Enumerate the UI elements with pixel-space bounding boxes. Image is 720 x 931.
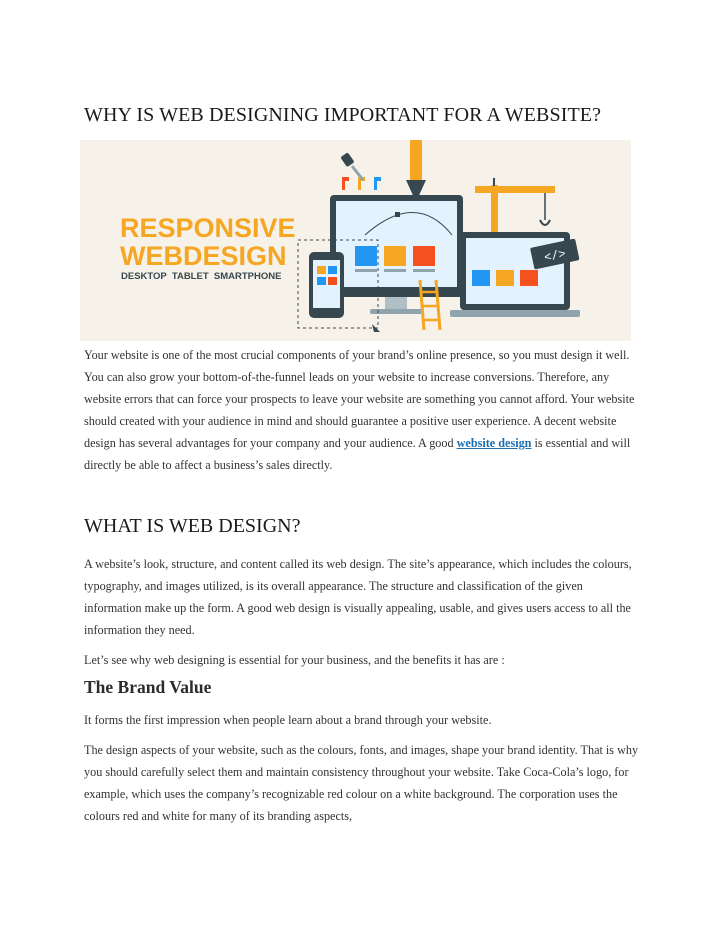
cursor-icon [372,324,380,332]
benefits-lead-in: Let’s see why web designing is essential for your business, and the benefits it has are : [84,653,505,667]
page-title: WHY IS WEB DESIGNING IMPORTANT FOR A WEBSITE? [84,104,602,126]
desktop-monitor-icon [330,195,463,314]
hero-headline-line1: RESPONSIVE [120,213,296,243]
pen-nib-icon [406,140,426,202]
eyedropper-icon [340,152,363,180]
what-is-paragraph: A website’s look, structure, and content called its web design. The site’s appearance, which includes the colours, typography, and images utilized, is its overall appearance. The structure and classification of the given information make up the form. A good web design is visually appealing, usable, and gives users access to all the information they need. [84,557,632,637]
hero-subline: DESKTOP TABLET SMARTPHONE [121,271,282,282]
brand-value-paragraph-2: The design aspects of your website, such as the colours, fonts, and images, shape your brand identity. That is why you should carefully select them and maintain consistency throughout your website. Take Coca-Cola’s logo, for example, which uses the company’s recognizable red colour on a white background. The corporation uses the colours red and white for many of its branding aspects, [84,743,639,823]
hero-headline-line2: WEBDESIGN [120,241,287,271]
what-is-heading: WHAT IS WEB DESIGN? [84,515,301,537]
hero-image [80,140,631,341]
smartphone-icon [309,252,344,318]
intro-text-before-link: Your website is one of the most crucial components of your brand’s online presence, so you must design it well. You can also grow your bottom-of-the-funnel leads on your website to increase conversions. Therefore, any website errors that can force your prospects to leave your website are something you cannot afford. Your website should created with your audience in mind and should guarantee a positive user experience. A decent website design has several advantages for your company and your audience. A good [84,348,635,450]
intro-paragraph [84,344,640,476]
intro-text-after-link: is essential and will directly be able to affect a business’s sales directly. [84,436,631,472]
code-tag-label: </> [542,246,568,266]
website-design-link[interactable]: website design [456,436,532,450]
brand-value-heading: The Brand Value [84,677,212,697]
brand-value-paragraph-1: It forms the first impression when people learn about a brand through your website. [84,713,492,727]
